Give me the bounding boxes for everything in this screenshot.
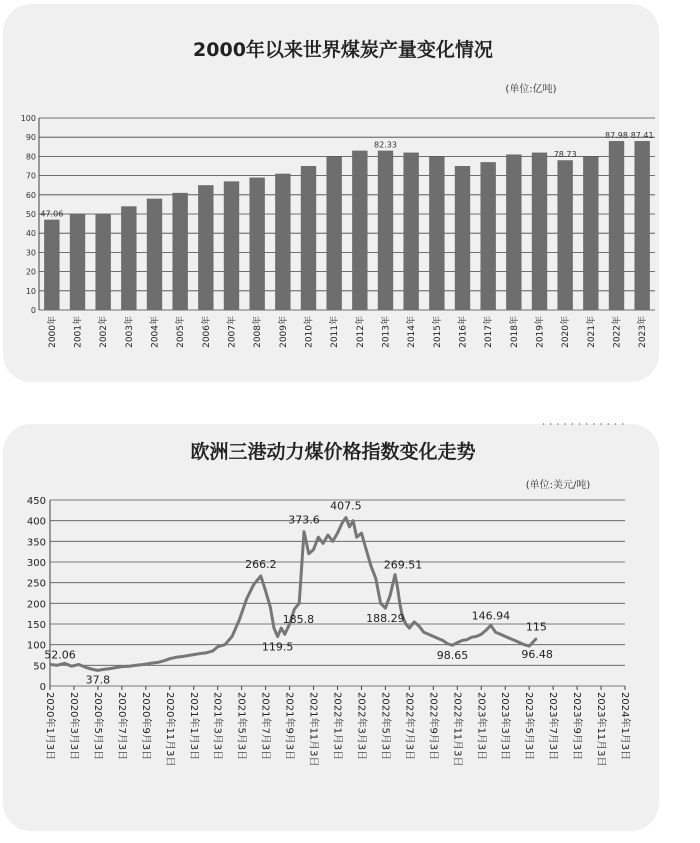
data-point: [543, 423, 545, 425]
x-tick-label: 2001年: [73, 316, 84, 348]
data-point: [447, 643, 449, 645]
data-label: 269.51: [383, 558, 423, 572]
data-point: [490, 624, 492, 626]
x-tick-label: 2021年: [586, 316, 597, 348]
y-tick-label: 0: [30, 306, 36, 315]
x-tick-label: 2020年9月3日: [139, 692, 151, 761]
data-point: [356, 536, 358, 538]
data-label: 115: [525, 620, 547, 634]
x-tick-label: 2019年: [535, 316, 546, 348]
y-tick-label: 300: [26, 558, 46, 569]
y-tick-label: 60: [25, 190, 36, 200]
data-point: [238, 619, 240, 621]
x-tick-label: 2008年: [253, 316, 264, 348]
bar: [224, 181, 239, 310]
data-point: [102, 669, 104, 671]
y-tick-label: 100: [26, 640, 46, 652]
data-point: [332, 541, 334, 543]
data-point: [524, 644, 526, 646]
x-tick-label: 2017年: [484, 316, 495, 348]
data-point: [121, 666, 123, 668]
data-label: 52.06: [44, 648, 76, 662]
data-point: [389, 594, 391, 596]
coal-price-chart: [3, 424, 659, 831]
data-point: [509, 638, 511, 640]
bar: [557, 160, 572, 310]
data-label: 98.65: [436, 649, 469, 663]
y-tick-label: 0: [39, 682, 46, 693]
x-tick-label: 2003年: [124, 316, 135, 348]
bar: [352, 151, 367, 310]
data-point: [442, 640, 444, 642]
data-point: [365, 549, 367, 551]
x-tick-label: 2000年: [47, 316, 58, 348]
bar: [403, 153, 418, 310]
x-tick-label: 2022年5月3日: [379, 692, 391, 761]
x-tick-label: 2022年9月3日: [427, 692, 439, 761]
x-tick-label: 2023年1月3日: [475, 692, 487, 761]
data-point: [485, 629, 487, 631]
data-point: [593, 423, 595, 425]
bar: [378, 151, 393, 310]
x-tick-label: 2004年: [150, 316, 161, 348]
data-point: [294, 608, 296, 610]
bar: [480, 162, 495, 310]
unit-label: (单位:美元/吨): [525, 480, 591, 491]
bar: [429, 156, 444, 310]
y-tick-label: 40: [25, 229, 36, 239]
data-point: [260, 575, 262, 577]
data-point: [337, 532, 339, 534]
data-point: [313, 549, 315, 551]
data-point: [198, 653, 200, 655]
data-point: [265, 590, 267, 592]
data-label: 87.98: [605, 131, 628, 141]
data-point: [586, 423, 588, 425]
bar: [249, 178, 264, 310]
data-point: [322, 543, 324, 545]
x-tick-label: 2022年: [612, 316, 623, 348]
data-point: [452, 644, 454, 646]
data-point: [409, 627, 411, 629]
bar: [326, 156, 341, 310]
data-point: [571, 423, 573, 425]
data-label: 185.8: [282, 613, 315, 627]
data-point: [205, 652, 207, 654]
data-point: [352, 520, 354, 522]
data-label: 266.2: [245, 557, 277, 571]
data-point: [135, 665, 137, 667]
data-point: [92, 669, 94, 671]
data-label: 82.33: [374, 140, 397, 150]
x-tick-label: 2011年: [330, 316, 341, 348]
x-tick-label: 2007年: [227, 316, 238, 348]
data-point: [109, 668, 111, 670]
data-point: [476, 636, 478, 638]
coal-price-panel: [3, 424, 659, 831]
x-tick-label: 2023年: [638, 316, 649, 348]
y-tick-label: 400: [26, 516, 46, 528]
data-label: 37.8: [85, 673, 111, 687]
x-tick-label: 2020年5月3日: [91, 692, 103, 761]
data-point: [349, 526, 351, 528]
x-tick-label: 2022年11月3日: [451, 692, 463, 767]
x-tick-label: 2023年11月3日: [595, 692, 607, 767]
data-label: 119.5: [261, 640, 294, 654]
x-tick-label: 2012年: [355, 316, 366, 348]
x-tick-label: 2020年1月3日: [44, 692, 55, 761]
data-point: [437, 638, 439, 640]
y-tick-label: 200: [26, 599, 46, 611]
data-point: [345, 517, 347, 519]
y-tick-label: 80: [25, 152, 36, 162]
data-point: [212, 650, 214, 652]
y-tick-label: 20: [25, 267, 36, 277]
x-tick-label: 2021年11月3日: [307, 692, 319, 767]
bar: [583, 156, 598, 310]
x-tick-label: 2023年9月3日: [571, 692, 583, 761]
bar: [609, 141, 624, 310]
data-point: [327, 534, 329, 536]
data-point: [579, 423, 581, 425]
data-point: [318, 536, 320, 538]
data-label: 373.6: [288, 513, 320, 527]
data-point: [231, 636, 233, 638]
data-point: [308, 553, 310, 555]
data-point: [280, 627, 282, 629]
y-tick-label: 250: [26, 578, 46, 590]
data-label: 78.73: [553, 150, 577, 160]
coal-production-chart: [3, 4, 659, 382]
bar: [506, 154, 521, 310]
bar: [70, 214, 85, 310]
data-point: [128, 665, 130, 667]
data-point: [423, 631, 425, 633]
data-point: [471, 636, 473, 638]
x-tick-label: 2021年3月3日: [211, 692, 223, 761]
data-label: 87.41: [630, 131, 654, 141]
data-point: [418, 625, 420, 627]
data-point: [607, 423, 609, 425]
data-point: [270, 607, 272, 609]
bar: [532, 153, 547, 310]
data-point: [413, 621, 415, 623]
x-tick-label: 2005年: [176, 316, 187, 348]
data-point: [97, 670, 99, 672]
data-point: [528, 645, 530, 647]
data-point: [550, 423, 552, 425]
data-point: [514, 640, 516, 642]
data-point: [169, 658, 171, 660]
data-point: [303, 531, 305, 533]
data-point: [500, 634, 502, 636]
x-tick-label: 2021年7月3日: [259, 692, 271, 761]
y-tick-label: 90: [25, 133, 36, 143]
data-point: [143, 664, 145, 666]
data-point: [361, 532, 363, 534]
data-point: [78, 664, 80, 666]
data-point: [298, 603, 300, 605]
y-tick-label: 50: [33, 661, 46, 673]
y-tick-label: 450: [26, 496, 46, 507]
data-point: [380, 603, 382, 605]
data-label: 188.29: [366, 612, 405, 626]
data-point: [150, 662, 152, 664]
data-point: [557, 423, 559, 425]
data-point: [164, 660, 166, 662]
data-point: [461, 640, 463, 642]
data-point: [433, 636, 435, 638]
y-tick-label: 10: [25, 286, 36, 296]
y-tick-label: 30: [25, 248, 36, 258]
x-tick-label: 2023年5月3日: [523, 692, 535, 761]
data-point: [615, 423, 617, 425]
y-tick-label: 350: [26, 537, 46, 549]
data-point: [157, 662, 159, 664]
data-point: [176, 656, 178, 658]
data-point: [116, 667, 118, 669]
data-point: [273, 627, 275, 629]
data-point: [536, 638, 538, 640]
x-tick-label: 2014年: [407, 316, 418, 348]
data-point: [85, 667, 87, 669]
y-tick-label: 150: [26, 620, 46, 631]
data-point: [504, 636, 506, 638]
x-tick-label: 2022年1月3日: [331, 692, 343, 761]
data-point: [456, 642, 458, 644]
data-point: [375, 578, 377, 580]
data-point: [466, 639, 468, 641]
data-point: [519, 642, 521, 644]
data-point: [284, 634, 286, 636]
x-tick-label: 2020年11月3日: [163, 692, 175, 767]
bar: [121, 206, 136, 310]
chart-title: 2000年以来世界煤炭产量变化情况: [193, 39, 493, 61]
data-point: [56, 665, 58, 667]
data-label: 96.48: [521, 648, 553, 662]
bar: [172, 193, 187, 310]
data-point: [480, 634, 482, 636]
bar: [44, 220, 59, 310]
bar: [455, 166, 470, 310]
data-label: 407.5: [330, 499, 362, 513]
chart-title: 欧洲三港动力煤价格指数变化走势: [190, 441, 476, 463]
data-point: [341, 522, 343, 524]
bar: [275, 174, 290, 310]
x-tick-label: 2021年5月3日: [235, 692, 247, 761]
data-point: [428, 634, 430, 636]
x-tick-label: 2002年: [99, 316, 110, 348]
x-tick-label: 2023年7月3日: [547, 692, 559, 761]
y-tick-label: 70: [25, 171, 36, 181]
x-tick-label: 2020年7月3日: [115, 692, 127, 761]
data-point: [622, 423, 624, 425]
data-point: [405, 623, 407, 625]
y-tick-label: 100: [20, 114, 36, 123]
x-tick-label: 2009年: [278, 316, 289, 348]
x-tick-label: 2021年9月3日: [283, 692, 295, 761]
data-point: [217, 646, 219, 648]
data-point: [394, 574, 396, 576]
x-tick-label: 2022年3月3日: [355, 692, 367, 761]
data-label: 47.06: [40, 209, 64, 219]
x-tick-label: 2021年1月3日: [187, 692, 199, 761]
x-tick-label: 2022年7月3日: [403, 692, 415, 761]
x-tick-label: 2018年: [509, 316, 520, 348]
x-tick-label: 2015年: [432, 316, 443, 348]
data-point: [71, 665, 73, 667]
data-point: [495, 631, 497, 633]
data-point: [49, 664, 51, 666]
bar: [147, 199, 162, 310]
bar: [95, 214, 110, 310]
bar: [198, 185, 213, 310]
bar: [301, 166, 316, 310]
x-tick-label: 2016年: [458, 316, 469, 348]
x-tick-label: 2010年: [304, 316, 315, 348]
coal-production-panel: [3, 4, 659, 382]
y-tick-label: 50: [25, 210, 36, 219]
data-point: [253, 584, 255, 586]
data-point: [370, 565, 372, 567]
x-tick-label: 2024年1月3日: [619, 692, 630, 761]
data-point: [600, 423, 602, 425]
x-tick-label: 2020年3月3日: [67, 692, 79, 761]
x-tick-label: 2020年: [561, 316, 572, 348]
data-point: [564, 423, 566, 425]
x-tick-label: 2023年3月3日: [499, 692, 511, 761]
data-point: [277, 636, 279, 638]
data-point: [183, 655, 185, 657]
data-point: [64, 662, 66, 664]
data-point: [385, 607, 387, 609]
bar: [634, 141, 649, 310]
unit-label: (单位:亿吨): [505, 84, 557, 95]
data-point: [399, 603, 401, 605]
data-point: [246, 598, 248, 600]
data-point: [191, 654, 193, 656]
data-label: 146.94: [471, 609, 511, 623]
x-tick-label: 2013年: [381, 316, 392, 348]
data-point: [224, 644, 226, 646]
x-tick-label: 2006年: [201, 316, 212, 348]
data-point: [397, 586, 399, 588]
